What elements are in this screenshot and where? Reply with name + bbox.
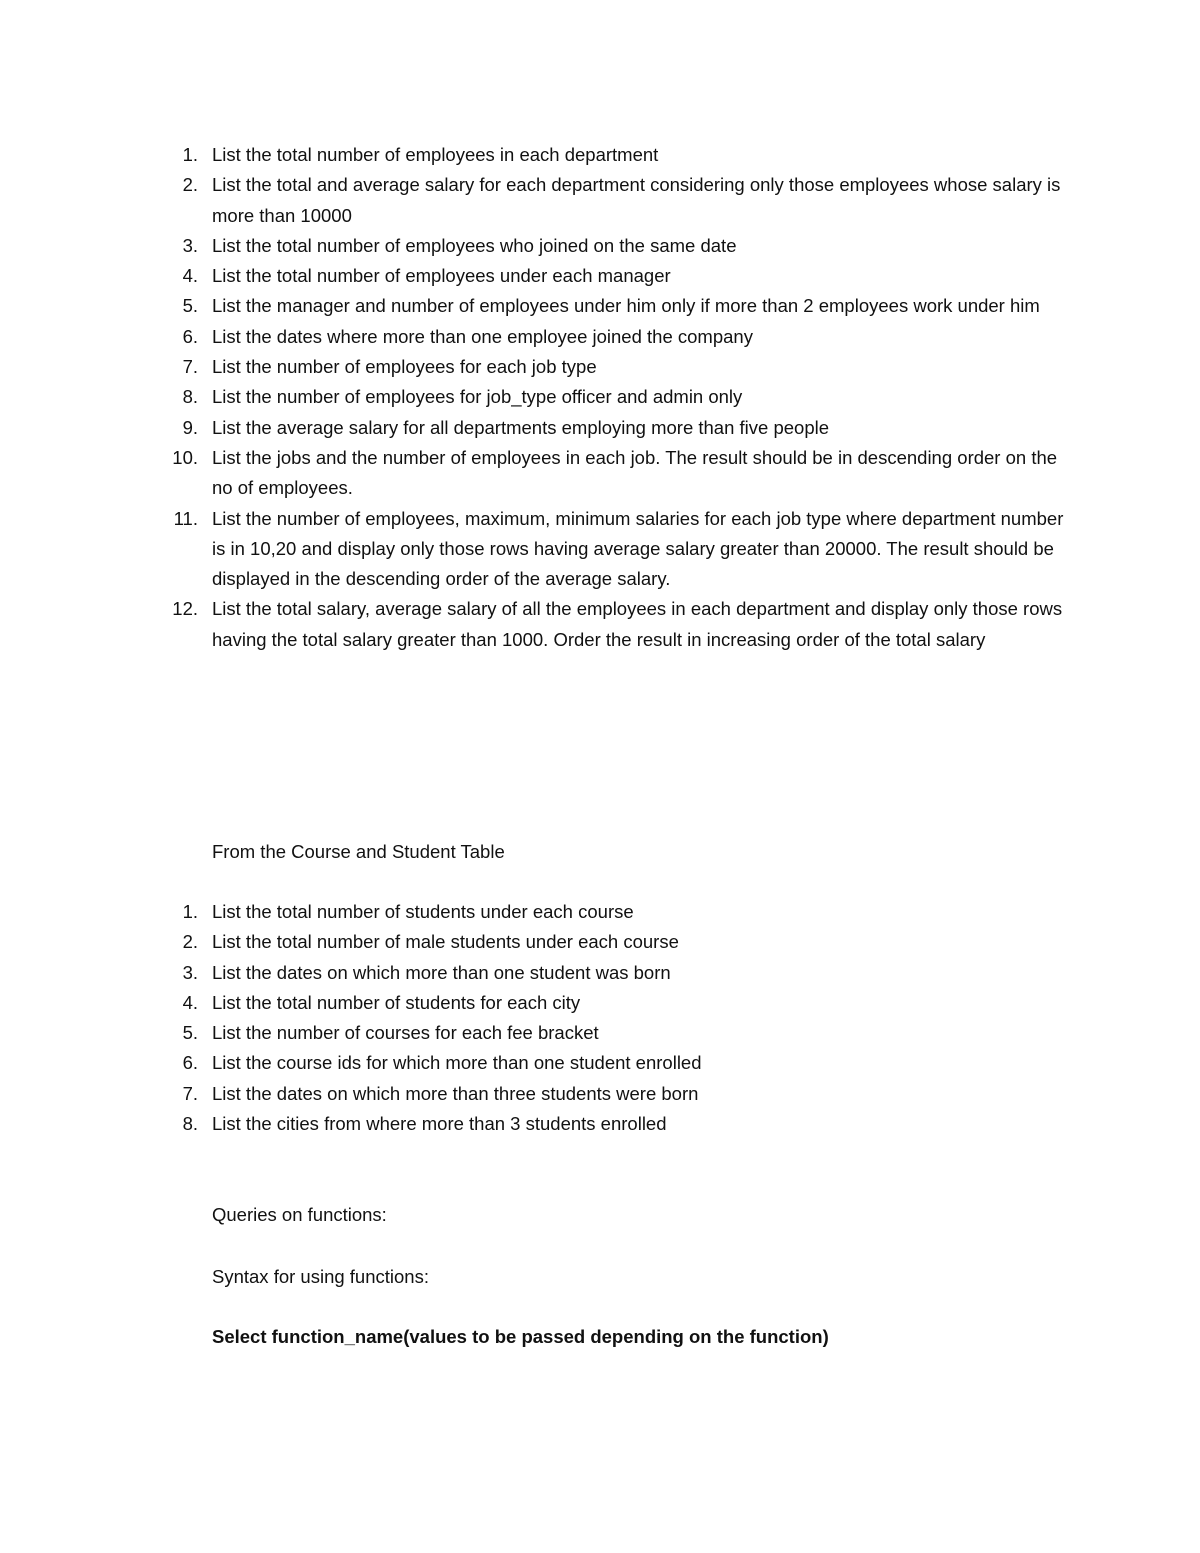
item-text: List the course ids for which more than one student enrolled — [212, 1052, 702, 1074]
list-item — [160, 1048, 1080, 1078]
item-number: 8. — [182, 1113, 198, 1135]
item-number: 7. — [182, 356, 198, 378]
item-text: List the average salary for all departments employing more than five people — [212, 416, 830, 438]
item-number: 9. — [182, 416, 198, 438]
item-text: List the total number of students for each city — [212, 991, 581, 1013]
item-text: List the total number of employees in each department — [212, 144, 659, 165]
list-item — [160, 261, 1080, 291]
item-text: List the number of employees, maximum, minimum salaries for each job type where department number is in 10,20 and display only those rows having average salary greater than 20000. The result should be displayed in the descending order of the average salary. — [212, 507, 1064, 590]
item-text: List the total number of employees under each manager — [212, 265, 671, 287]
employee-question-list — [160, 140, 1080, 655]
list-item — [160, 140, 1080, 170]
list-item — [160, 231, 1080, 261]
item-text: List the total number of students under each course — [212, 901, 634, 922]
syntax-heading: Syntax for using functions: — [212, 1266, 429, 1287]
list-item — [160, 443, 1080, 504]
item-number: 8. — [182, 386, 198, 408]
item-text: List the total salary, average salary of all the employees in each department and display only those rows having the total salary greater than 1000. Order the result in increasing order of the total salary — [212, 598, 1063, 650]
item-text: List the total number of employees who joined on the same date — [212, 234, 737, 256]
item-number: 1. — [182, 901, 198, 922]
syntax-example: Select function_name(values to be passed depending on the function) — [212, 1326, 829, 1347]
item-text: List the dates where more than one employee joined the company — [212, 325, 753, 347]
item-number: 3. — [182, 234, 198, 256]
item-number: 1. — [182, 144, 198, 165]
list-item — [160, 927, 1080, 957]
list-item — [160, 170, 1080, 231]
list-item — [160, 322, 1080, 352]
item-text: List the dates on which more than one student was born — [212, 961, 671, 983]
item-text: List the number of courses for each fee bracket — [212, 1022, 599, 1044]
queries-heading: Queries on functions: — [212, 1204, 387, 1225]
item-number: 5. — [182, 295, 198, 317]
list-item — [160, 504, 1080, 595]
item-number: 6. — [182, 325, 198, 347]
list-item — [160, 958, 1080, 988]
item-number: 12. — [172, 598, 198, 620]
course-section-heading: From the Course and Student Table — [212, 841, 505, 862]
course-question-list — [160, 897, 1080, 1139]
list-item — [160, 1018, 1080, 1048]
list-item — [160, 897, 1080, 927]
list-item — [160, 352, 1080, 382]
item-text: List the jobs and the number of employees in each job. The result should be in descending order on the no of employees. — [212, 446, 1058, 499]
item-text: List the total number of male students under each course — [212, 931, 679, 953]
item-number: 7. — [182, 1082, 198, 1104]
item-number: 11. — [173, 507, 198, 529]
item-text: List the manager and number of employees under him only if more than 2 employees work under him — [212, 295, 1040, 317]
item-number: 2. — [182, 174, 198, 196]
item-text: List the cities from where more than 3 students enrolled — [212, 1113, 667, 1135]
item-number: 4. — [182, 265, 198, 287]
item-text: List the number of employees for each job type — [212, 356, 597, 378]
list-item — [160, 413, 1080, 443]
list-item — [160, 1109, 1080, 1139]
list-item — [160, 291, 1080, 321]
list-item — [160, 988, 1080, 1018]
item-number: 10. — [172, 446, 198, 468]
item-number: 3. — [182, 961, 198, 983]
item-number: 2. — [182, 931, 198, 953]
item-number: 5. — [182, 1022, 198, 1044]
item-text: List the total and average salary for each department considering only those employees whose salary is more than 10000 — [212, 174, 1061, 226]
item-number: 6. — [182, 1052, 198, 1074]
item-number: 4. — [182, 991, 198, 1013]
item-text: List the number of employees for job_type officer and admin only — [212, 386, 743, 408]
list-item — [160, 382, 1080, 412]
list-item — [160, 594, 1080, 655]
item-text: List the dates on which more than three students were born — [212, 1082, 699, 1104]
list-item — [160, 1079, 1080, 1109]
